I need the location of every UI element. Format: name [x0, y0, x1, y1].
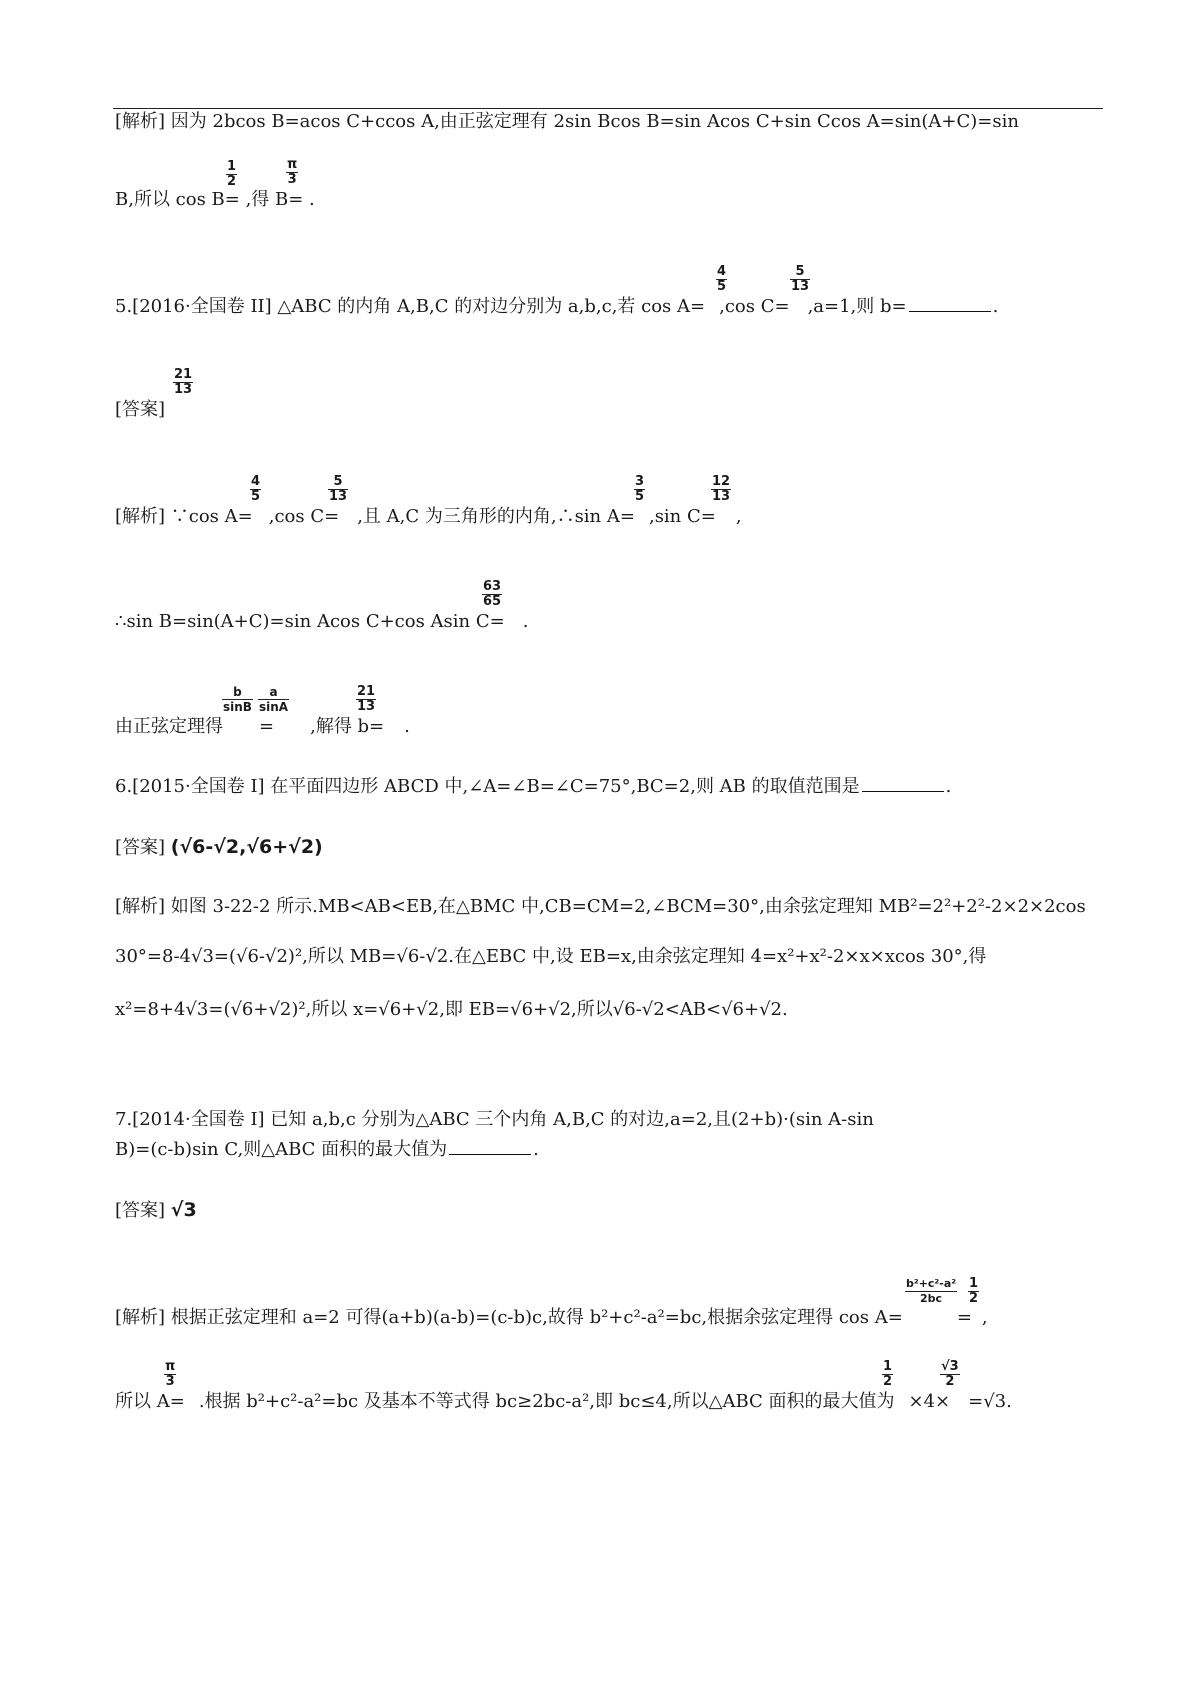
q5-answer-label: [答案] [115, 399, 166, 420]
q5-answer-blank [909, 310, 991, 312]
q6-answer-blank [862, 790, 944, 792]
fraction-b: $\frac{\pi}{3}$ [287, 157, 298, 187]
fraction-half: $\frac{1}{2}$ [969, 1276, 979, 1306]
fraction-f5: $\frac{63}{65}$ [483, 579, 502, 609]
q7-question-line2: B)=(c-b)sin C,则△ABC 面积的最大值为 . [115, 1139, 539, 1160]
q6-answer: [答案] (√6-√2,√6+√2) [115, 836, 323, 858]
fraction-s: $\frac{√3}{2}$ [941, 1359, 959, 1389]
fraction-f2: $\frac{5}{13}$ [329, 474, 348, 504]
q6-solution-line3: x²=8+4√3=(√6+√2)²,所以 x=√6+√2,即 EB=√6+√2,所以√6-√2<AB<√6+√2. [115, 999, 788, 1020]
fraction-cos-formula: $\frac{\text{b²+c²-a²}}{2bc}$ [906, 1277, 957, 1305]
header-rule [113, 108, 1103, 109]
q6-solution-line2: 30°=8-4√3=(√6-√2)²,所以 MB=√6-√2.在△EBC 中,设 EB=x,由余弦定理知 4=x²+x²-2×x×xcos 30°,得 [115, 946, 987, 967]
fraction-f1: $\frac{4}{5}$ [251, 474, 261, 504]
q7-solution-line2: 所以 A= .根据 b²+c²-a²=bc 及基本不等式得 bc≥2bc-a²,即 bc≤4,所以△ABC 面积的最大值为 ×4× =√3. [115, 1391, 1012, 1412]
q7-answer: [答案] √3 [115, 1199, 197, 1221]
fraction-h: $\frac{1}{2}$ [883, 1359, 893, 1389]
q7-answer-value: √3 [170, 1199, 197, 1221]
fraction-f7: $\frac{a}{\sin A}$ [259, 685, 289, 714]
q7-question-line1: 7.[2014·全国卷 I] 已知 a,b,c 分别为△ABC 三个内角 A,B,C 的对边,a=2,且(2+b)·(sin A-sin [115, 1109, 874, 1130]
q6-answer-value: (√6-√2,√6+√2) [170, 836, 323, 858]
q4-solution-line2: B,所以 cos B= ,得 B= . [115, 189, 315, 210]
q5-answer-fraction: $\frac{21}{13}$ [174, 367, 193, 397]
fraction-cos-a: $\frac{4}{5}$ [717, 264, 727, 294]
q5-question: 5.[2016·全国卷 II] △ABC 的内角 A,B,C 的对边分别为 a,b,c,若 cos A= ,cos C= ,a=1,则 b= . [115, 296, 999, 317]
q5-solution-line3: 由正弦定理得 = ,解得 b= . [115, 716, 410, 737]
fraction-f3: $\frac{3}{5}$ [635, 474, 645, 504]
fraction-f6: $\frac{b}{\sin B}$ [223, 685, 252, 714]
q4-solution-line1: [解析] 因为 2bcos B=acos C+ccos A,由正弦定理有 2sin Bcos B=sin Acos C+sin Ccos A=sin(A+C)=sin [115, 111, 1019, 132]
fraction-f8: $\frac{21}{13}$ [357, 684, 376, 714]
fraction-cos-c: $\frac{5}{13}$ [791, 264, 810, 294]
fraction-a: $\frac{\pi}{3}$ [165, 1359, 176, 1389]
fraction-cos-b: $\frac{1}{2}$ [227, 159, 237, 189]
q5-solution-line2: ∴sin B=sin(A+C)=sin Acos C+cos Asin C= . [115, 611, 529, 632]
q7-solution-line1: [解析] 根据正弦定理和 a=2 可得(a+b)(a-b)=(c-b)c,故得 b²+c²-a²=bc,根据余弦定理得 cos A= = , [115, 1307, 988, 1328]
q7-answer-blank [449, 1153, 531, 1155]
q5-solution-line1: [解析] ∵cos A= ,cos C= ,且 A,C 为三角形的内角,∴sin A= ,sin C= , [115, 506, 742, 527]
fraction-f4: $\frac{12}{13}$ [712, 474, 731, 504]
q6-question: 6.[2015·全国卷 I] 在平面四边形 ABCD 中,∠A=∠B=∠C=75°,BC=2,则 AB 的取值范围是 . [115, 776, 952, 797]
q6-solution-line1: [解析] 如图 3-22-2 所示.MB<AB<EB,在△BMC 中,CB=CM=2,∠BCM=30°,由余弦定理知 MB²=2²+2²-2×2×2cos [115, 896, 1086, 917]
